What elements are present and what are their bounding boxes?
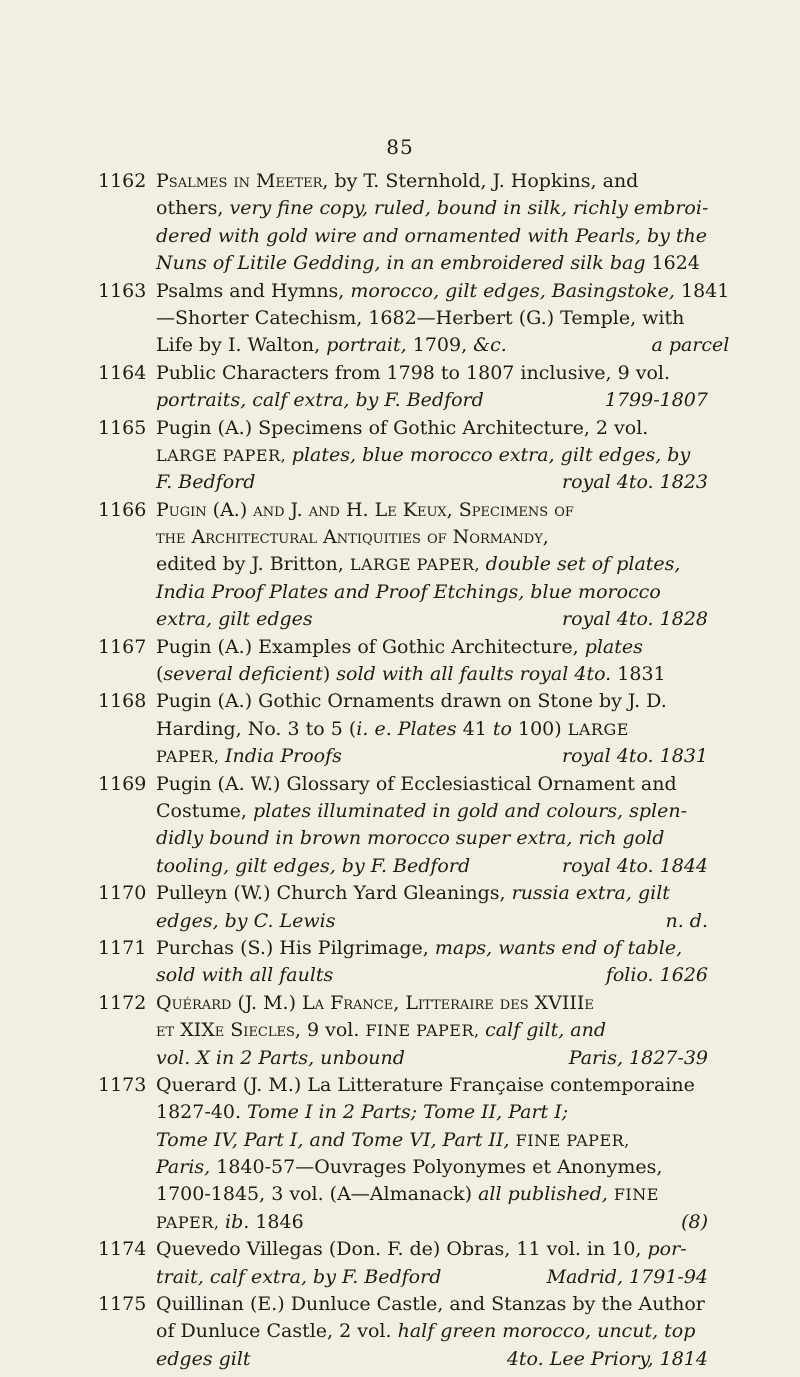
text-run: of Dunluce Castle, 2 vol. xyxy=(156,1320,398,1343)
text-run: , 9 vol. xyxy=(294,1019,366,1042)
text-run: FINE PAPER, xyxy=(515,1130,630,1150)
line-text xyxy=(156,444,690,466)
catalogue-entry xyxy=(98,1072,708,1236)
text-run: Purchas (S.) His Pilgrimage, xyxy=(156,936,435,959)
entry-line xyxy=(156,1346,708,1373)
line-text xyxy=(156,526,549,548)
line-text xyxy=(156,636,643,658)
line-text xyxy=(156,197,708,219)
catalogue-entry xyxy=(98,771,708,881)
entry-line xyxy=(156,223,708,250)
line-text xyxy=(156,773,677,795)
text-run: Psalms and Hymns, xyxy=(156,279,351,302)
line-text xyxy=(156,307,684,329)
imprint-date: royal 4to. 1823 xyxy=(562,471,708,494)
entry-line xyxy=(156,1291,708,1318)
line-text xyxy=(156,553,680,575)
catalogue-entry xyxy=(98,1236,708,1291)
entry-line xyxy=(156,278,729,305)
line-text xyxy=(156,252,700,274)
text-run: very fine copy, ruled, bound in silk, richly embroi- xyxy=(229,197,709,220)
entry-line xyxy=(156,579,708,606)
text-run: Tome I in 2 Parts; Tome II, Part I; xyxy=(247,1101,569,1124)
text-run: didly bound in brown morocco super extra, rich gold xyxy=(156,827,665,850)
catalogue-entry xyxy=(98,634,708,689)
entry-description xyxy=(156,634,708,689)
line-text xyxy=(156,1019,606,1041)
entry-line xyxy=(156,332,729,359)
text-run: Quillinan (E.) Dunluce Castle, and Stanzas by the Author xyxy=(156,1293,705,1316)
imprint-date: 4to. Lee Priory, 1814 xyxy=(506,1347,708,1370)
entry-description xyxy=(156,415,708,497)
entry-line xyxy=(156,442,708,469)
catalogue-entry xyxy=(98,278,730,360)
line-text xyxy=(156,853,470,880)
text-run: FINE xyxy=(613,1185,659,1205)
entry-description xyxy=(156,880,708,935)
text-run: dered with gold wire and ornamented with Pearls, by the xyxy=(156,224,707,247)
catalogue-entry xyxy=(98,990,708,1072)
entry-line xyxy=(156,1154,708,1181)
entry-description xyxy=(156,990,708,1072)
lot-number: 1174 xyxy=(98,1238,147,1261)
entry-line xyxy=(156,743,708,770)
entry-line xyxy=(156,387,708,414)
entry-line xyxy=(156,551,708,578)
text-run: edited by J. Britton, xyxy=(156,553,350,576)
text-run: extra, gilt edges xyxy=(156,608,313,631)
text-run: Quevedo Villegas (Don. F. de) Obras, 11 vol. in 10, xyxy=(156,1238,648,1261)
entry-description xyxy=(156,360,708,415)
entry-line xyxy=(156,990,708,1017)
lot-number: 1165 xyxy=(98,416,147,439)
entry-description xyxy=(156,278,729,360)
catalogue-entry xyxy=(98,935,708,990)
text-run: royal 4to. xyxy=(519,663,612,686)
text-run: plates xyxy=(584,635,643,658)
entry-line xyxy=(156,771,708,798)
line-text xyxy=(156,937,682,959)
text-run: vol. X in 2 Parts, unbound xyxy=(156,1046,405,1069)
text-run: 1841 xyxy=(674,279,730,302)
entry-description xyxy=(156,168,708,278)
text-run: Pugin (A.) Specimens of Gothic Architecture, 2 vol. xyxy=(156,416,649,439)
lot-number: 1169 xyxy=(98,772,147,795)
lot-number: 1166 xyxy=(98,498,147,521)
line-text xyxy=(156,499,574,521)
imprint-date: n. d. xyxy=(665,909,708,932)
text-run: plates illuminated in gold and colours, splen- xyxy=(252,799,688,822)
lot-number: 1163 xyxy=(98,279,147,302)
imprint-date: a parcel xyxy=(651,334,730,357)
text-run: LARGE PAPER, xyxy=(156,445,292,465)
line-text xyxy=(156,387,484,414)
text-run: , by T. Sternhold, J. Hopkins, and xyxy=(322,170,639,192)
text-run: ) xyxy=(322,663,337,686)
text-run: i. e. Plates xyxy=(356,717,457,740)
entry-line xyxy=(156,1127,708,1154)
line-text xyxy=(156,1101,568,1123)
text-run: calf gilt, and xyxy=(485,1019,607,1042)
line-text xyxy=(156,280,729,302)
line-text xyxy=(156,1156,662,1178)
imprint-date: 1799-1807 xyxy=(604,389,708,412)
line-text xyxy=(156,1238,687,1260)
line-text xyxy=(156,417,648,439)
entry-line xyxy=(156,661,708,688)
text-run: Harding, No. 3 to 5 ( xyxy=(156,717,357,740)
text-run: to xyxy=(492,717,512,740)
text-run: Pugin (A.) and J. and H. Le Keux, Specimens of xyxy=(156,498,574,521)
entry-line xyxy=(156,935,708,962)
entry-line xyxy=(156,606,708,633)
lot-number: 1173 xyxy=(98,1073,147,1096)
text-run: several deficient xyxy=(163,663,323,686)
entry-line xyxy=(156,469,708,496)
text-run: portrait, xyxy=(326,334,407,357)
line-text xyxy=(156,225,707,247)
entry-line xyxy=(156,688,708,715)
text-run: Tome IV, Part I, and Tome VI, Part II, xyxy=(156,1128,516,1151)
text-run: the Architectural Antiquities of Normandy, xyxy=(156,526,549,549)
text-run: Psalmes in Meeter xyxy=(156,170,323,192)
entry-line xyxy=(156,1045,708,1072)
line-text xyxy=(156,992,594,1014)
entry-description xyxy=(156,497,708,634)
text-run: 1624 xyxy=(645,252,700,275)
entry-line xyxy=(156,1318,708,1345)
text-run: Nuns of Litile Gedding, in an embroidered silk bag xyxy=(156,252,646,275)
line-text xyxy=(156,1264,441,1291)
line-text xyxy=(156,170,638,192)
lot-number: 1171 xyxy=(98,936,147,959)
entry-line xyxy=(156,1181,708,1208)
entry-line xyxy=(156,716,708,743)
text-run: 1831 xyxy=(611,663,666,686)
line-text xyxy=(156,962,333,989)
imprint-date: royal 4to. 1831 xyxy=(562,745,708,768)
line-text xyxy=(156,1209,304,1236)
entry-line xyxy=(156,415,708,442)
text-run: &c. xyxy=(473,334,507,357)
text-run: FINE PAPER, xyxy=(365,1021,486,1041)
line-text xyxy=(156,1045,405,1072)
text-run: Public Characters from 1798 to 1807 inclusive, 9 vol. xyxy=(156,361,671,384)
text-run: tooling, gilt edges, by F. Bedford xyxy=(156,854,471,877)
catalogue-entry xyxy=(98,168,708,278)
line-text xyxy=(156,362,670,384)
line-text xyxy=(156,718,629,740)
text-run: 100) xyxy=(511,717,568,740)
entry-line xyxy=(156,250,708,277)
catalogue-entry xyxy=(98,360,708,415)
text-run: 1827-40. xyxy=(156,1101,248,1124)
line-text xyxy=(156,1346,251,1373)
text-run: sold with all faults xyxy=(156,964,334,987)
text-run: all published, xyxy=(478,1183,614,1206)
imprint-date: Madrid, 1791-94 xyxy=(546,1265,708,1288)
imprint-date: Paris, 1827-39 xyxy=(568,1046,708,1069)
text-run: Pugin (A. W.) Glossary of Ecclesiastical Ornament and xyxy=(156,772,677,795)
entry-line xyxy=(156,798,708,825)
catalogue-entry xyxy=(98,497,708,634)
line-text xyxy=(156,690,667,712)
lot-number: 1175 xyxy=(98,1293,147,1316)
line-text xyxy=(156,908,335,935)
line-text xyxy=(156,663,666,685)
text-run: et XIXe Siecles xyxy=(156,1019,295,1042)
entry-line xyxy=(156,305,729,332)
text-run: plates, blue morocco extra, gilt edges, by xyxy=(291,443,691,466)
line-text xyxy=(156,800,687,822)
entry-line xyxy=(156,1236,708,1263)
text-run: sold with all faults xyxy=(336,663,514,686)
entry-line xyxy=(156,195,708,222)
entry-line xyxy=(156,853,708,880)
entry-line xyxy=(156,1209,708,1236)
text-run: Costume, xyxy=(156,799,253,822)
text-run: double set of plates, xyxy=(485,553,681,576)
text-run: ( xyxy=(156,663,164,686)
entry-line xyxy=(156,168,708,195)
text-run: LARGE xyxy=(567,719,629,739)
lot-number: 1168 xyxy=(98,690,147,713)
text-run: India Proofs xyxy=(225,745,342,768)
entry-line xyxy=(156,497,708,524)
entry-description xyxy=(156,688,708,770)
entry-description xyxy=(156,771,708,881)
text-run: F. Bedford xyxy=(156,471,256,494)
text-run: Pugin (A.) Gothic Ornaments drawn on Stone by J. D. xyxy=(156,690,667,713)
entry-line xyxy=(156,634,708,661)
text-run: russia extra, gilt xyxy=(511,882,670,905)
text-run: PAPER, xyxy=(156,1212,226,1232)
catalogue-entry xyxy=(98,688,708,770)
lot-number: 1170 xyxy=(98,882,147,905)
lot-number: 1162 xyxy=(98,170,147,192)
line-text xyxy=(156,1129,630,1151)
entry-description xyxy=(156,935,708,990)
text-run: 1840-57—Ouvrages Polyonymes et Anonymes, xyxy=(210,1156,663,1179)
text-run: Pulleyn (W.) Church Yard Gleanings, xyxy=(156,882,512,905)
text-run: ib. xyxy=(225,1210,250,1233)
entry-list xyxy=(98,168,730,1373)
line-text xyxy=(156,1183,659,1205)
text-run: Pugin (A.) Examples of Gothic Architecture, xyxy=(156,635,585,658)
entry-line xyxy=(156,825,708,852)
text-run: morocco, gilt edges, Basingstoke, xyxy=(350,279,675,302)
text-run: 1700-1845, 3 vol. (A—Almanack) xyxy=(156,1183,479,1206)
catalogue-entry xyxy=(98,415,708,497)
line-text xyxy=(156,882,670,904)
entry-line xyxy=(156,880,708,907)
text-run: por- xyxy=(647,1238,687,1261)
entry-description xyxy=(156,1236,708,1291)
entry-line xyxy=(156,908,708,935)
text-run: LARGE PAPER, xyxy=(349,555,486,575)
catalogue-entry xyxy=(98,880,708,935)
text-run: half green morocco, uncut, top xyxy=(397,1320,696,1343)
text-run: Paris, xyxy=(156,1156,211,1179)
entry-line xyxy=(156,1072,708,1099)
entry-line xyxy=(156,1264,708,1291)
imprint-date: royal 4to. 1844 xyxy=(562,854,708,877)
text-run: PAPER, xyxy=(156,747,226,767)
line-text xyxy=(156,743,342,770)
line-text xyxy=(156,827,664,849)
line-text xyxy=(156,332,507,359)
text-run: 41 xyxy=(456,717,493,740)
text-run: Quérard (J. M.) La France, Litteraire des XVIIIe xyxy=(156,991,594,1014)
imprint-date: (8) xyxy=(681,1210,708,1233)
text-run: —Shorter Catechism, 1682—Herbert (G.) Temple, with xyxy=(156,306,685,329)
line-text xyxy=(156,581,661,603)
text-run: India Proof Plates and Proof Etchings, blue morocco xyxy=(156,580,661,603)
lot-number: 1167 xyxy=(98,635,147,658)
page-number: 85 xyxy=(386,135,414,159)
catalogue-entry xyxy=(98,1291,708,1373)
text-run: Life by I. Walton, xyxy=(156,334,327,357)
text-run: maps, wants end of table, xyxy=(434,936,683,959)
imprint-date: royal 4to. 1828 xyxy=(562,608,708,631)
entry-line xyxy=(156,1017,708,1044)
lot-number: 1172 xyxy=(98,991,147,1014)
line-text xyxy=(156,1293,705,1315)
entry-description xyxy=(156,1291,708,1373)
text-run: trait, calf extra, by F. Bedford xyxy=(156,1265,442,1288)
entry-line xyxy=(156,360,708,387)
entry-line xyxy=(156,962,708,989)
text-run: edges gilt xyxy=(156,1347,251,1370)
text-run: others, xyxy=(156,197,230,220)
text-run: portraits, calf extra, by F. Bedford xyxy=(156,389,484,412)
lot-number: 1164 xyxy=(98,361,147,384)
line-text xyxy=(156,469,255,496)
line-text xyxy=(156,1320,695,1342)
text-run: 1709, xyxy=(406,334,474,357)
imprint-date: folio. 1626 xyxy=(605,964,708,987)
line-text xyxy=(156,606,313,633)
text-run: Querard (J. M.) La Litterature Française contemporaine xyxy=(156,1073,695,1096)
text-run: 1846 xyxy=(249,1210,304,1233)
line-text xyxy=(156,1074,695,1096)
entry-line xyxy=(156,1099,708,1126)
entry-description xyxy=(156,1072,708,1236)
text-run: edges, by C. Lewis xyxy=(156,909,336,932)
entry-line xyxy=(156,524,708,551)
